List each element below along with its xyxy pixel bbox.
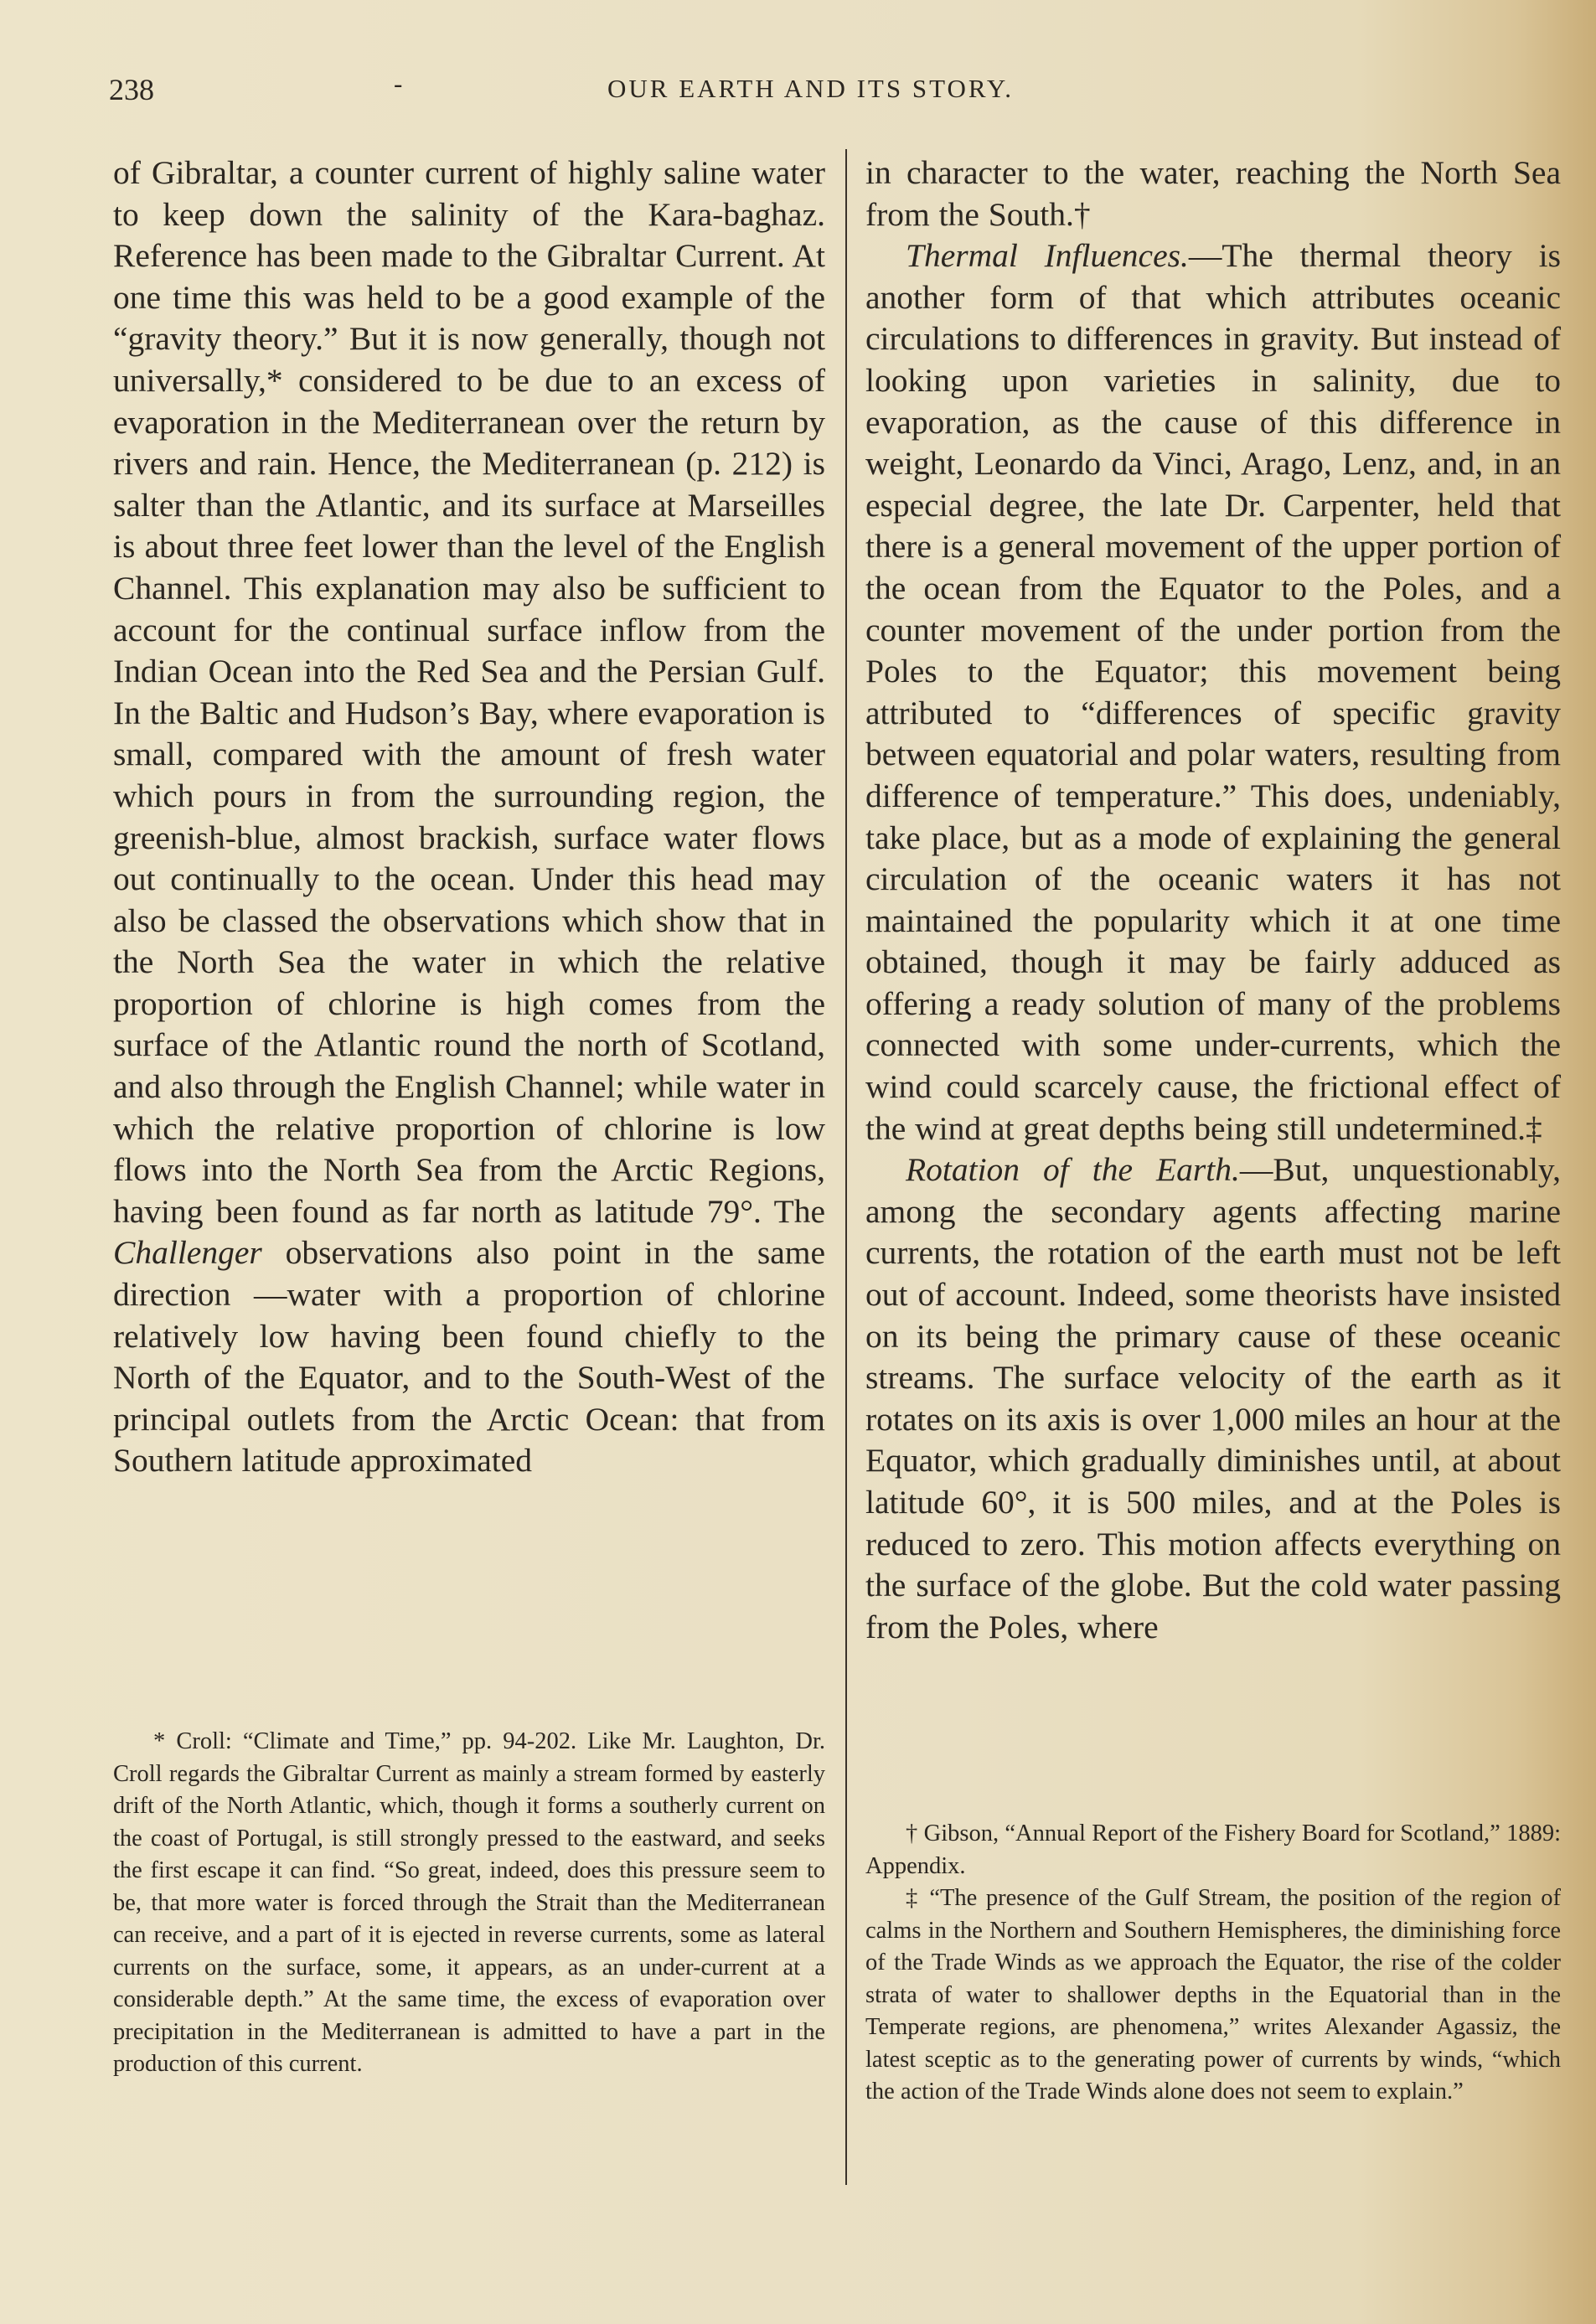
thermal-heading: Thermal Influences.	[906, 237, 1189, 275]
footnote-agassiz: ‡ “The presence of the Gulf Stream, the position of the region of calms in the Northern and Southern Hemispheres, the diminishing force of the Trade Winds as we approach the Equator, the rise of the colder strata of water to shallower depths in the Equatorial than in the Temperate regions, are phenomena,” writes Alexander Agassiz, the latest sceptic as to the generating power of currents by winds, “which the action of the Trade Winds alone does not seem to explain.”	[865, 1885, 1561, 2105]
right-column	[865, 152, 1561, 1648]
left-paragraph-text: of Gibraltar, a counter current of highly saline water to keep down the salinity of the Kara-baghaz. Reference has been made to the Gibraltar Current. At one time this was held to be a good example of the “gravity theory.” But it is now generally, though not universally,* considered to be due to an excess of evaporation in the Mediterranean over the return by rivers and rain. Hence, the Mediterranean (p. 212) is salter than the Atlantic, and its surface at Marseilles is about three feet lower than the level of the English Channel. This explanation may also be sufficient to account for the continual surface inflow from the Indian Ocean into the Red Sea and the Persian Gulf. In the Baltic and Hudson’s Bay, where evaporation is small, compared with the amount of fresh water which pours in from the surrounding region, the greenish-blue, almost brackish, surface water flows out continually to the ocean. Under this head may also be classed the observations which show that in the North Sea the water in which the relative proportion of chlorine is high comes from the surface of the Atlantic round the north of Scotland, and also through the English Channel; while water in which the relative proportion of chlorine is low flows into the North Sea from the Arctic Regions, having been found as far north as latitude 79°. The	[113, 154, 825, 1230]
column-divider	[845, 149, 847, 2185]
page-header	[109, 69, 1081, 122]
rotation-paragraph	[865, 1149, 1561, 1648]
page-number: 238	[109, 73, 154, 106]
left-paragraph-end: observations also point in the same direction —water with a proportion of chlorine relatively low having been found chiefly to the North of the Equator, and to the South-West of the principal outlets from the Arctic Ocean: that from Southern latitude approximated	[113, 1234, 825, 1480]
rotation-heading: Rotation of the Earth.	[906, 1151, 1240, 1189]
right-paragraph-start: in character to the water, reaching the North Sea from the South.†	[865, 154, 1561, 233]
footnotes-right	[865, 1818, 1561, 2109]
thermal-text: —The thermal theory is another form of that which attributes oceanic circulations to differences in gravity. But instead of looking upon varieties in salinity, due to evaporation, as the cause of this difference in weight, Leonardo da Vinci, Arago, Lenz, and, in an especial degree, the late Dr. Carpenter, held that there is a general movement of the upper portion of the ocean from the Equator to the Poles, and a counter movement of the under portion from the Poles to the Equator; this movement being attributed to “differences of specific gravity between equatorial and polar waters, resulting from difference of temperature.” This does, undeniably, take place, but as a mode of explaining the general circulation of the oceanic waters it has not maintained the popularity which it at one time obtained, though it may be fairly adduced as offering a ready solution of many of the problems connected with some under-currents, which the wind could scarcely cause, the frictional effect of the wind at great depths being still undetermined.‡	[865, 237, 1561, 1147]
running-title: OUR EARTH AND ITS STORY.	[607, 74, 1014, 103]
footnote-gibson: † Gibson, “Annual Report of the Fishery Board for Scotland,” 1889: Appendix.	[865, 1820, 1561, 1879]
footnote-croll: * Croll: “Climate and Time,” pp. 94-202. Like Mr. Laughton, Dr. Croll regards the Gibraltar Current as mainly a stream formed by easterly drift of the North Atlantic, which, though it forms a southerly current on the coast of Portugal, is still strongly pressed to the eastward, and seeks the first escape it can find. “So great, indeed, does this pressure seem to be, that more water is forced through the Strait than the Mediterranean can receive, and a part of it is ejected in reverse currents, some as lateral currents on the surface, some, it appears, as an under-current at a considerable depth.” At the same time, the excess of evaporation over precipitation in the Mediterranean is admitted to have a part in the production of this current.	[113, 1728, 825, 2077]
rotation-text: —But, unquestionably, among the secondary agents affecting marine currents, the rotation of the earth must not be left out of account. Indeed, some theorists have insisted on its being the primary cause of these oceanic streams. The surface velocity of the earth as it rotates on its axis is over 1,000 miles an hour at the Equator, which gradually diminishes until, at about latitude 60°, it is 500 miles, and at the Poles is reduced to zero. This motion affects everything on the surface of the globe. But the cold water passing from the Poles, where	[865, 1151, 1561, 1645]
thermal-paragraph	[865, 235, 1561, 1149]
challenger-italic: Challenger	[113, 1234, 262, 1272]
left-paragraph	[113, 152, 825, 1482]
left-column	[113, 152, 825, 1482]
footnote-left	[113, 1726, 825, 2081]
header-dash: -	[394, 69, 405, 98]
